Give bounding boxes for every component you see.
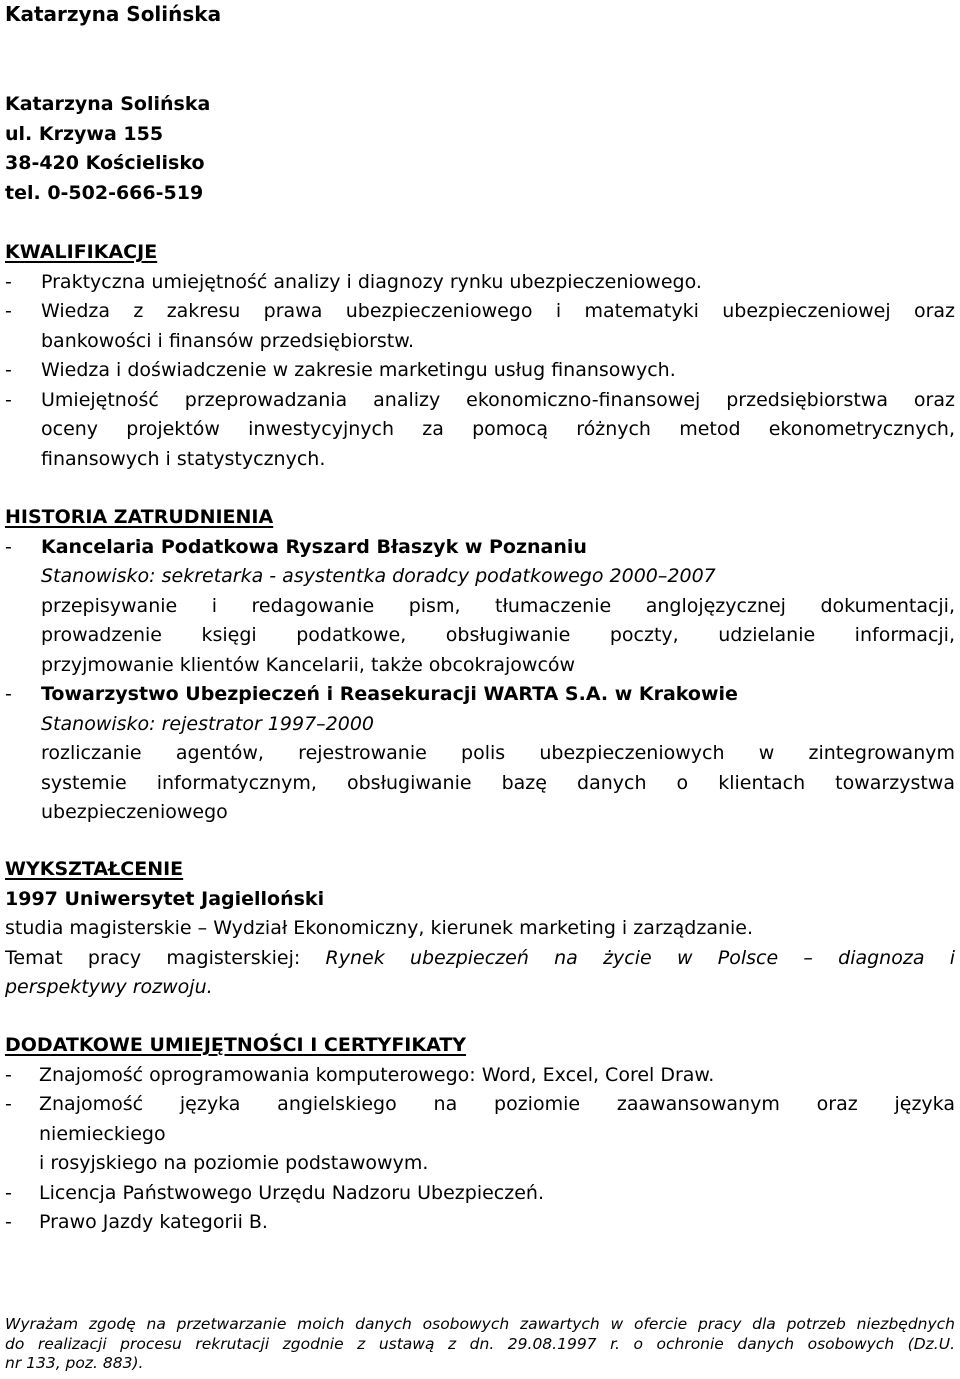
thesis-label: Temat pracy magisterskiej: <box>5 946 301 969</box>
contact-phone: tel. 0-502-666-519 <box>5 181 204 204</box>
job-position: Stanowisko: rejestrator 1997–2000 <box>41 712 375 735</box>
job-company: Kancelaria Podatkowa Ryszard Błaszyk w Poznaniu <box>41 535 587 558</box>
skill-line: Znajomość oprogramowania komputerowego: Word, Excel, Corel Draw. <box>39 1063 715 1086</box>
job-entry: - Towarzystwo Ubezpieczeń i Reasekuracji WARTA S.A. w Krakowie Stanowisko: rejestrator 1997–2000 rozliczanie agentów, rejestrowanie polis ubezpieczeniowych w zintegrowanym systemie informatycznym, obsługiwanie bazę danych o klientach towarzystwa ubezpieczeniowego <box>5 680 955 828</box>
contact-block <box>5 90 210 208</box>
consent-line: do realizacji procesu rekrutacji zgodnie z ustawą z dn. 29.08.1997 r. o ochronie danych osobowych (Dz.U. <box>5 1334 955 1353</box>
skills-heading: DODATKOWE UMIEJĘTNOŚCI I CERTYFIKATY <box>5 1034 467 1056</box>
list-item: - Prawo Jazdy kategorii B. <box>5 1208 955 1238</box>
skill-line: Licencja Państwowego Urzędu Nadzoru Ubezpieczeń. <box>39 1181 544 1204</box>
qualification-line: Wiedza z zakresu prawa ubezpieczeniowego i matematyki ubezpieczeniowej oraz <box>41 300 955 322</box>
qualification-line: oceny projektów inwestycyjnych za pomocą różnych metod ekonometrycznych, <box>41 418 955 440</box>
contact-name: Katarzyna Solińska <box>5 93 211 115</box>
qualification-line: Wiedza i doświadczenie w zakresie marketingu usług finansowych. <box>41 359 676 381</box>
skills-section <box>5 1031 955 1238</box>
job-duty-line: rozliczanie agentów, rejestrowanie polis ubezpieczeniowych w zintegrowanym <box>41 742 955 764</box>
list-item: - Wiedza i doświadczenie w zakresie marketingu usług finansowych. <box>5 356 955 386</box>
list-item: - Znajomość języka angielskiego na poziomie zaawansowanym oraz języka niemieckiego i rosyjskiego na poziomie podstawowym. <box>5 1090 955 1179</box>
consent-line: Wyrażam zgodę na przetwarzanie moich danych osobowych zawartych w ofercie pracy dla potrzeb niezbędnych <box>5 1315 955 1333</box>
job-duty-line: systemie informatycznym, obsługiwanie bazę danych o klientach towarzystwa <box>41 771 955 794</box>
qualification-line: Praktyczna umiejętność analizy i diagnozy rynku ubezpieczeniowego. <box>41 270 702 293</box>
job-entry: - Kancelaria Podatkowa Ryszard Błaszyk w Poznaniu Stanowisko: sekretarka - asystentka doradcy podatkowego 2000–2007 przepisywanie i redagowanie pism, tłumaczenie anglojęzycznej dokumentacji, prowadzenie księgi podatkowe, obsługiwanie poczty, udzielanie informacji, przyjmowanie klientów Kancelarii, także obcokrajowców <box>5 533 955 681</box>
list-item: - Umiejętność przeprowadzania analizy ekonomiczno-finansowej przedsiębiorstwa oraz oceny projektów inwestycyjnych za pomocą różnych metod ekonometrycznych, finansowych i statystycznych. <box>5 386 955 475</box>
thesis-title: Rynek ubezpieczeń na życie w Polsce – diagnoza i <box>325 946 955 969</box>
consent-clause <box>5 1315 955 1374</box>
skill-line: i rosyjskiego na poziomie podstawowym. <box>39 1152 429 1174</box>
job-position: Stanowisko: sekretarka - asystentka doradcy podatkowego 2000–2007 <box>41 565 716 587</box>
list-item: - Wiedza z zakresu prawa ubezpieczeniowego i matematyki ubezpieczeniowej oraz bankowości i finansów przedsiębiorstw. <box>5 297 955 356</box>
skill-line: niemieckiego <box>39 1122 166 1145</box>
job-duty-line: przepisywanie i redagowanie pism, tłumaczenie anglojęzycznej dokumentacji, <box>41 594 955 617</box>
job-company: Towarzystwo Ubezpieczeń i Reasekuracji WARTA S.A. w Krakowie <box>41 683 738 705</box>
qualifications-heading: KWALIFIKACJE <box>5 241 158 263</box>
job-duty-line: prowadzenie księgi podatkowe, obsługiwanie poczty, udzielanie informacji, <box>41 624 955 646</box>
education-thesis <box>5 944 955 974</box>
education-study: studia magisterskie – Wydział Ekonomiczny, kierunek marketing i zarządzanie. <box>5 917 754 939</box>
list-item: - Znajomość oprogramowania komputerowego: Word, Excel, Corel Draw. <box>5 1061 955 1091</box>
education-section <box>5 855 955 1003</box>
thesis-title-cont: perspektywy rozwoju. <box>5 976 213 998</box>
skill-line: Znajomość języka angielskiego na poziomie zaawansowanym oraz języka <box>39 1093 955 1115</box>
contact-street: ul. Krzywa 155 <box>5 122 164 145</box>
qualifications-section <box>5 238 955 474</box>
job-duty-line: przyjmowanie klientów Kancelarii, także obcokrajowców <box>41 653 576 676</box>
qualification-line: finansowych i statystycznych. <box>41 447 326 470</box>
employment-heading: HISTORIA ZATRUDNIENIA <box>5 506 274 528</box>
job-duty-line: ubezpieczeniowego <box>41 801 228 823</box>
list-item: - Praktyczna umiejętność analizy i diagnozy rynku ubezpieczeniowego. <box>5 268 955 298</box>
qualification-line: bankowości i finansów przedsiębiorstw. <box>41 329 415 352</box>
skill-line: Prawo Jazdy kategorii B. <box>39 1211 268 1233</box>
education-school: 1997 Uniwersytet Jagielloński <box>5 887 325 910</box>
employment-section <box>5 503 955 828</box>
education-heading: WYKSZTAŁCENIE <box>5 858 184 880</box>
list-item: - Licencja Państwowego Urzędu Nadzoru Ubezpieczeń. <box>5 1179 955 1209</box>
contact-city: 38-420 Kościelisko <box>5 152 205 174</box>
consent-line: nr 133, poz. 883). <box>5 1354 144 1372</box>
qualification-line: Umiejętność przeprowadzania analizy ekonomiczno-finansowej przedsiębiorstwa oraz <box>41 388 955 411</box>
header-name: Katarzyna Solińska <box>5 2 222 26</box>
